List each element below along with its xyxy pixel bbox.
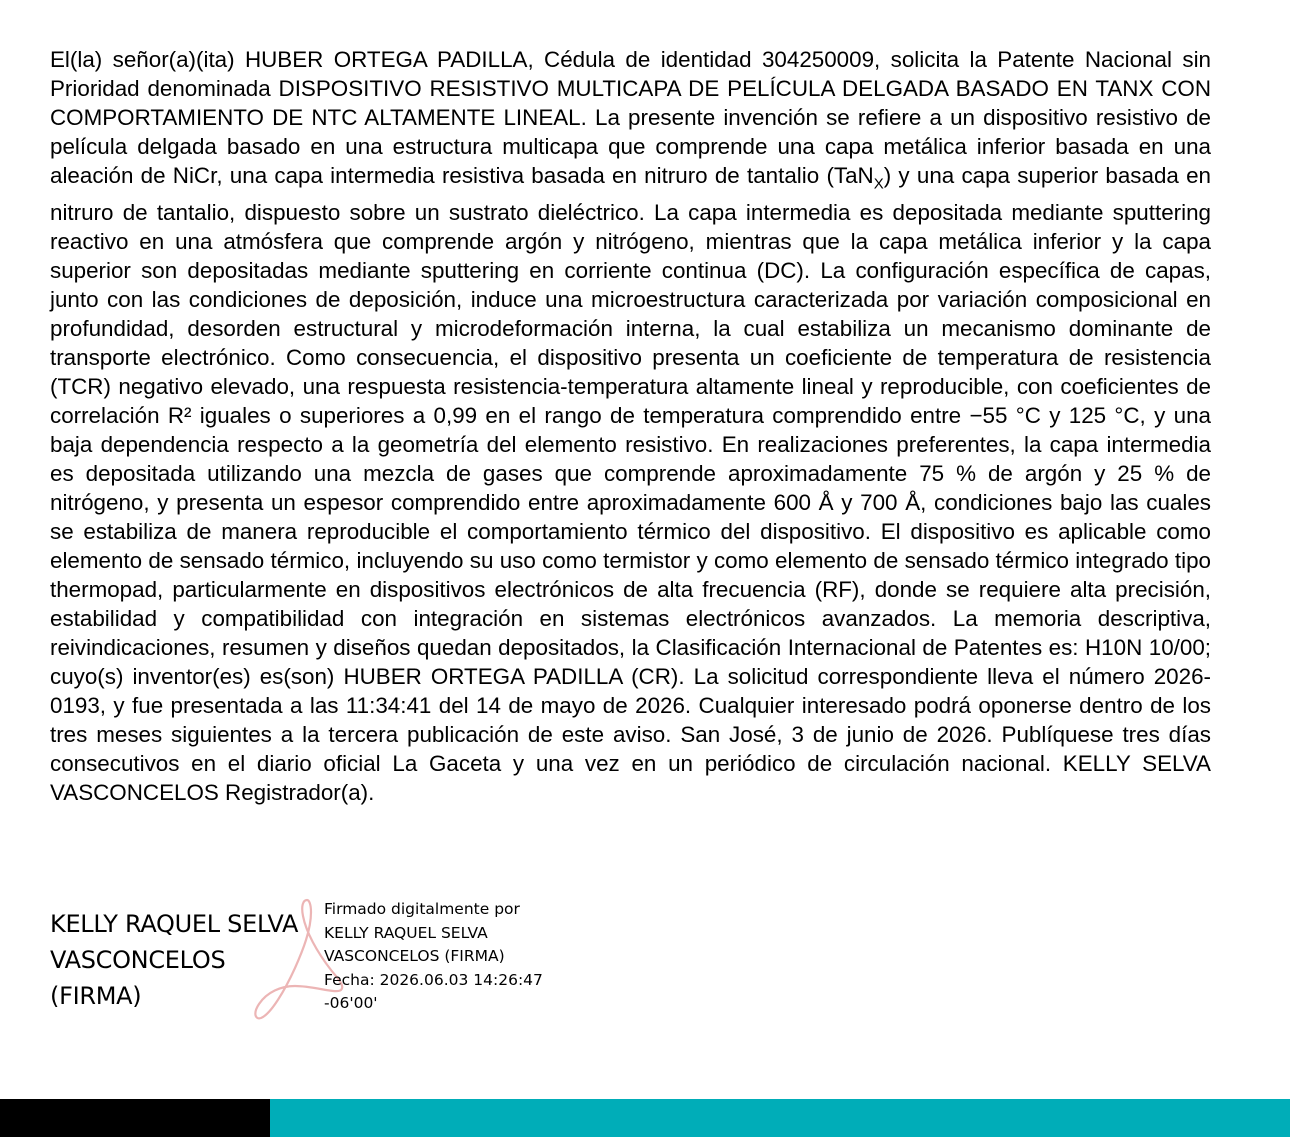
digital-signature-block [50,900,570,1030]
signature-details [324,898,543,1016]
signature-detail-line: VASCONCELOS (FIRMA) [324,947,505,965]
signature-detail-line: Fecha: 2026.06.03 14:26:47 [324,970,543,989]
signer-name-line-2: VASCONCELOS [50,946,226,974]
footer-teal-segment [270,1099,1290,1137]
signature-detail-line: Firmado digitalmente por [324,900,520,918]
patent-notice-text [50,45,1211,807]
signer-name-line-1: KELLY RAQUEL SELVA [50,910,299,938]
signature-detail-line: KELLY RAQUEL SELVA [324,923,488,942]
notice-subscript: X [873,175,884,193]
signer-name-line-3: (FIRMA) [50,982,142,1010]
notice-text-part-1: El(la) señor(a)(ita) HUBER ORTEGA PADILLA, Cédula de identidad 304250009, solicita la Patente Nacional sin Prioridad denominada DISPOSITIVO RESISTIVO MULTICAPA DE PELÍCULA DELGADA BASADO EN TANX CON COMPORTAMIENTO DE NTC ALTAMENTE LINEAL. La presente invención se refiere a un dispositivo resistivo de película delgada basado en una estructura multicapa que comprende una capa metálica inferior basada en una aleación de NiCr, una capa intermedia resistiva basada en nitruro de tantalio (TaN [50,47,1211,188]
signature-detail-line: -06'00' [324,994,378,1012]
footer-color-bar [0,1099,1290,1137]
footer-black-segment [0,1099,270,1137]
notice-text-part-2: ) y una capa superior basada en nitruro de tantalio, dispuesto sobre un sustrato dieléctrico. La capa intermedia es depositada mediante sputtering reactivo en una atmósfera que comprende argón y nitrógeno, mientras que la capa metálica inferior y la capa superior son depositadas mediante sputtering en corriente continua (DC). La configuración específica de capas, junto con las condiciones de deposición, induce una microestructura caracterizada por variación composicional en profundidad, desorden estructural y microdeformación interna, la cual estabiliza un mecanismo dominante de transporte electrónico. Como consecuencia, el dispositivo presenta un coeficiente de temperatura de resistencia (TCR) negativo elevado, una respuesta resistencia-temperatura altamente lineal y reproducible, con coeficientes de correlación R² iguales o superiores a 0,99 en el rango de temperatura comprendido entre −55 °C y 125 °C, y una baja dependencia respecto a la geometría del elemento resistivo. En realizaciones preferentes, la capa intermedia es depositada utilizando una mezcla de gases que comprende aproximadamente 75 % de argón y 25 % de nitrógeno, y presenta un espesor comprendido entre aproximadamente 600 Å y 700 Å, condiciones bajo las cuales se estabiliza de manera reproducible el comportamiento térmico del dispositivo. El dispositivo es aplicable como elemento de sensado térmico, incluyendo su uso como termistor y como elemento de sensado térmico integrado tipo thermopad, particularmente en dispositivos electrónicos de alta frecuencia (RF), donde se requiere alta precisión, estabilidad y compatibilidad con integración en sistemas electrónicos avanzados. La memoria descriptiva, reivindicaciones, resumen y diseños quedan depositados, la Clasificación Internacional de Patentes es: H10N 10/00; cuyo(s) inventor(es) es(son) HUBER ORTEGA PADILLA (CR). La solicitud correspondiente lleva el número 2026-0193, y fue presentada a las 11:34:41 del 14 de mayo de 2026. Cualquier interesado podrá oponerse dentro de los tres meses siguientes a la tercera publicación de este aviso. San José, 3 de junio de 2026. Publíquese tres días consecutivos en el diario oficial La Gaceta y una vez en un periódico de circulación nacional. KELLY SELVA VASCONCELOS Registrador(a). [50,163,1211,806]
